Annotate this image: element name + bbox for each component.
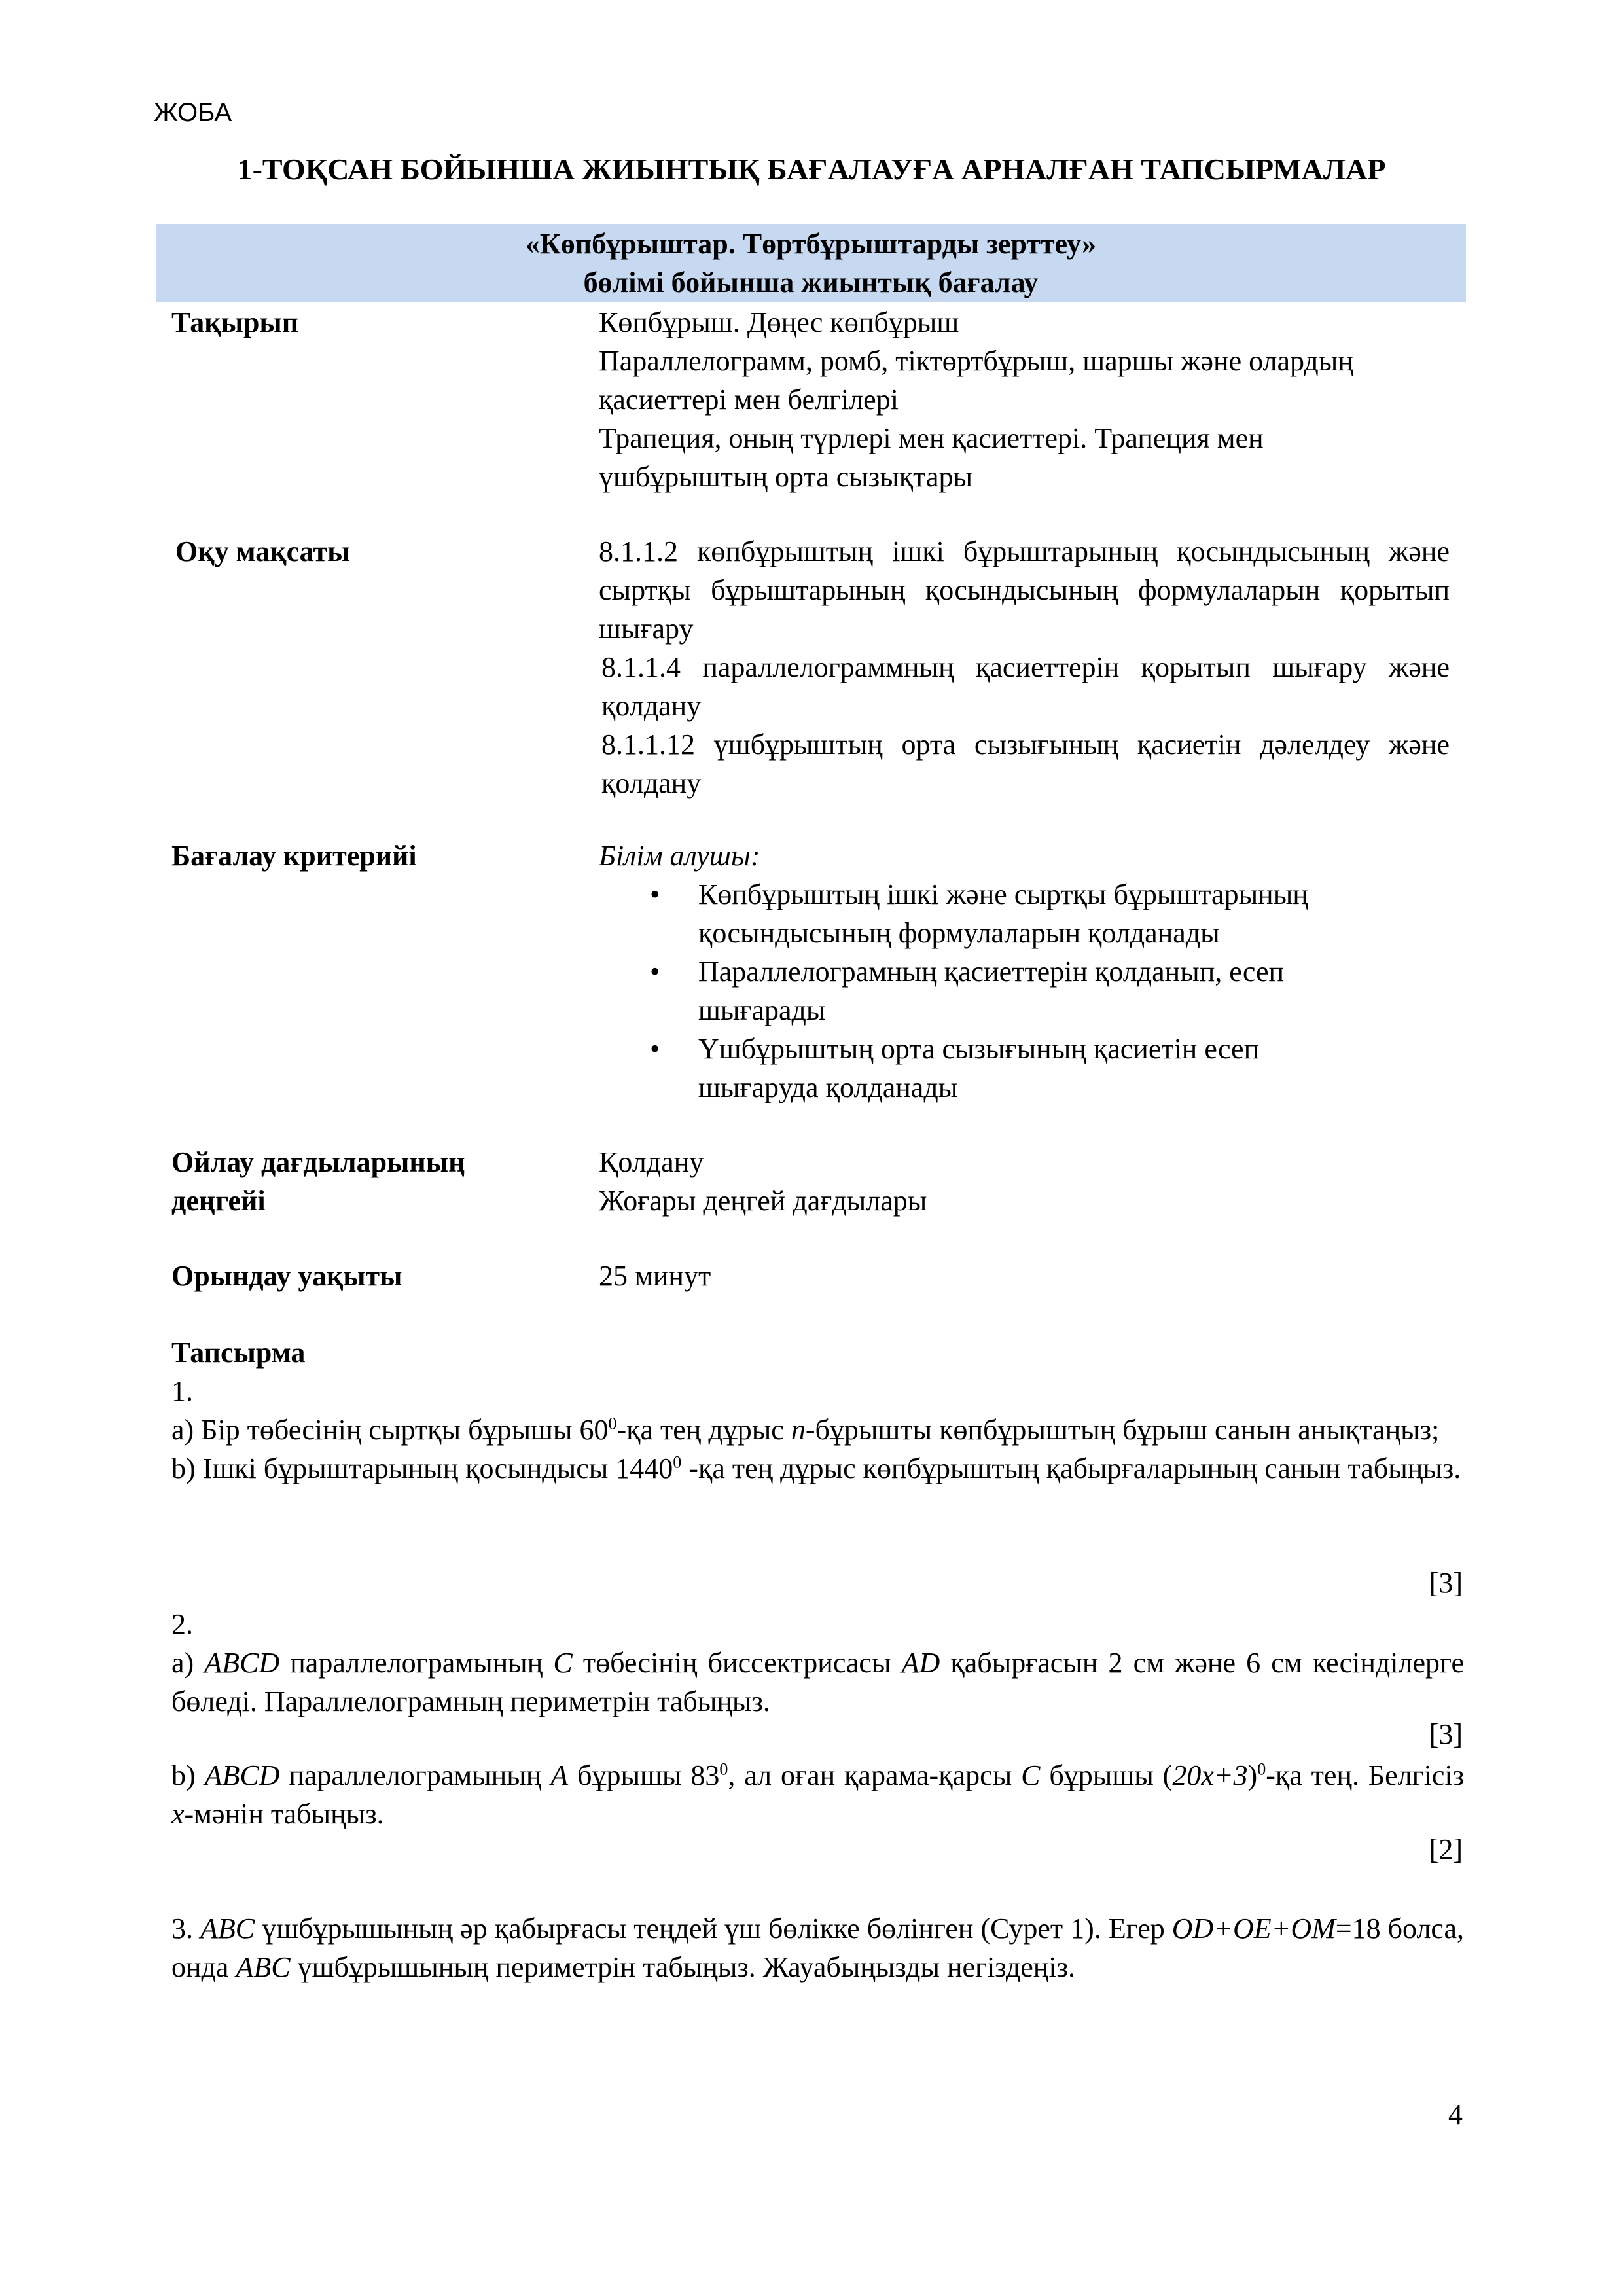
time-value: 25 минут [599, 1260, 711, 1292]
time-label: Орындау уақыты [171, 1260, 402, 1292]
task-1-score: [3] [1429, 1567, 1463, 1599]
topic-value [599, 303, 1463, 496]
topic-label: Тақырып [171, 306, 299, 338]
criteria-item: • Параллелограмның қасиеттерін қолданып, есеп шығарады [599, 952, 1463, 1030]
thinking-value: Қолдану Жоғары деңгей дағдылары [599, 1146, 927, 1217]
objectives-label: Оқу мақсаты [175, 535, 350, 567]
criteria-value [599, 836, 1463, 1107]
topic-line: үшбұрыштың орта сызықтары [599, 461, 973, 493]
bullet-icon: • [650, 1033, 660, 1065]
section-title-line-1: «Көпбұрыштар. Төртбұрыштарды зерттеу» [525, 228, 1097, 260]
objectives-value [599, 532, 1450, 802]
objective-item: 8.1.1.12 үшбұрыштың орта сызығының қасиетін дәлелдеу және қолдану [601, 728, 1450, 799]
task-2-number: 2. [171, 1608, 193, 1640]
criteria-intro: Білім алушы: [599, 840, 760, 872]
criteria-item: • Көпбұрыштың ішкі және сыртқы бұрыштарының қосындысының формулаларын қолданады [599, 875, 1463, 952]
topic-line: Параллелограмм, ромб, тіктөртбұрыш, шаршы және олардың [599, 345, 1353, 377]
bullet-icon: • [650, 878, 660, 910]
draft-label: ЖОБА [154, 98, 232, 127]
task-1 [171, 1372, 1464, 1488]
task-2a: a) ABCD параллелограмының C төбесінің биссектрисасы AD қабырғасын 2 см және 6 см кесінділерге бөледі. Параллелограмның периметрін табыңыз. [171, 1647, 1465, 1717]
tasks-heading: Тапсырма [171, 1336, 306, 1369]
topic-line: Көпбұрыш. Дөңес көпбұрыш [599, 306, 959, 338]
task-1a: a) Бір төбесінің сыртқы бұрышы $60^0-қа$ тең дұрыс n-бұрышты көпбұрыштың бұрыш санын анықтаңыз; [171, 1414, 1440, 1446]
criteria-label: Бағалау критерийі [171, 840, 417, 872]
task-3: 3. ABC үшбұрышының әр қабырғасы теңдей үш бөлікке бөлінген (Сурет 1). Егер OD+OE+OM=18 болса, онда ABC үшбұрышының периметрін табыңыз. Жауабыңызды негіздеңіз. [171, 1912, 1465, 1983]
task-2 [171, 1605, 1464, 1721]
criteria-item: • Үшбұрыштың орта сызығының қасиетін есеп шығаруда қолданады [599, 1030, 1463, 1107]
objective-item: 8.1.1.2 көпбұрыштың ішкі бұрыштарының қосындысының және сыртқы бұрыштарының қосындысының формулаларын қорытып шығару [599, 535, 1450, 645]
task-2a-score: [3] [1429, 1718, 1463, 1750]
topic-line: Трапеция, оның түрлері мен қасиеттері. Трапеция мен [599, 422, 1264, 454]
task-1b: b) Ішкі бұрыштарының қосындысы 1440$^0$ -қа тең дұрыс көпбұрыштың қабырғаларының санын табыңыз. [171, 1452, 1461, 1484]
task-1-number: 1. [171, 1375, 193, 1407]
page-title: 1-ТОҚСАН БОЙЫНША ЖИЫНТЫҚ БАҒАЛАУҒА АРНАЛҒАН ТАПСЫРМАЛАР [237, 152, 1386, 186]
bullet-icon: • [650, 956, 660, 988]
task-2b: b) ABCD параллелограмының A бұрышы $83^0$, ал оған қарама-қарсы C бұрышы $(20x+3)^0-қа$ тең. Белгісіз x-мәнін табыңыз. [171, 1759, 1465, 1830]
criteria-list [599, 875, 1463, 1107]
topic-line: қасиеттері мен белгілері [599, 384, 899, 416]
thinking-label: Ойлау дағдыларының деңгейі [171, 1146, 465, 1217]
section-title-line-2: бөлімі бойынша жиынтық бағалау [583, 266, 1039, 298]
objective-item: 8.1.1.4 параллелограммның қасиеттерін қорытып шығару және қолдану [601, 651, 1450, 722]
section-header [156, 224, 1466, 302]
page-number: 4 [1448, 2098, 1463, 2130]
task-2b-score: [2] [1429, 1833, 1463, 1865]
